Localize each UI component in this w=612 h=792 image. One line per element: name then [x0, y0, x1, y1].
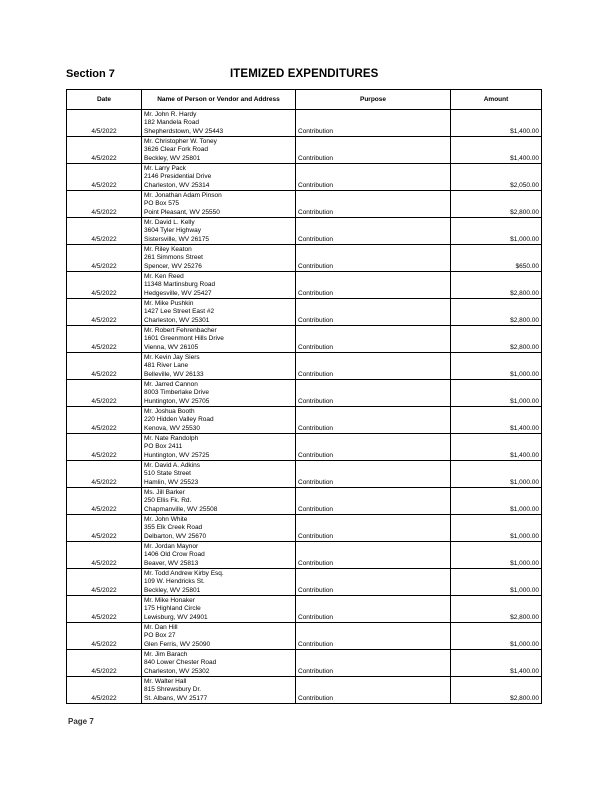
table-row	[67, 515, 542, 542]
table-row	[67, 650, 542, 677]
purpose-cell: Contribution	[296, 488, 451, 515]
purpose-cell: Contribution	[296, 650, 451, 677]
date-cell: 4/5/2022	[67, 488, 142, 515]
payee-address-line2: Charleston, WV 25314	[144, 181, 210, 189]
amount-cell: $1,000.00	[451, 488, 542, 515]
payee-address-line2: St. Albans, WV 25177	[144, 694, 208, 702]
payee-address-line1: 2146 Presidential Drive	[144, 173, 212, 180]
payee-address-line2: Belleville, WV 26133	[144, 370, 204, 378]
payee-address-line2: Charleston, WV 25302	[144, 667, 210, 675]
amount-cell: $1,000.00	[451, 515, 542, 542]
payee-address-line2: Beckley, WV 25801	[144, 586, 201, 594]
amount-cell: $1,000.00	[451, 542, 542, 569]
expenditures-table	[66, 89, 542, 704]
purpose-cell: Contribution	[296, 542, 451, 569]
payee-name: Mr. Mike Honaker	[144, 596, 195, 604]
payee-address-line1: 250 Ellis Fk. Rd.	[144, 497, 192, 504]
table-row	[67, 434, 542, 461]
purpose-cell: Contribution	[296, 677, 451, 704]
payee-address-line1: 1601 Greenmont Hills Drive	[144, 335, 224, 342]
name-address-cell	[142, 164, 296, 191]
payee-name: Mr. Todd Andrew Kirby Esq.	[144, 569, 224, 577]
purpose-cell: Contribution	[296, 353, 451, 380]
payee-name: Mr. Riley Keaton	[144, 245, 192, 253]
payee-address-line2: Delbarton, WV 25670	[144, 532, 207, 540]
purpose-cell: Contribution	[296, 299, 451, 326]
name-address-cell	[142, 326, 296, 353]
payee-address-line1: 481 River Lane	[144, 362, 189, 369]
payee-address-line2: Hamlin, WV 25523	[144, 478, 199, 486]
payee-name: Mr. Walter Hall	[144, 677, 187, 685]
payee-address-line1: 3626 Clear Fork Road	[144, 146, 208, 153]
payee-address-line2: Sistersville, WV 26175	[144, 235, 210, 243]
payee-address-line1: 261 Simmons Street	[144, 254, 203, 261]
amount-cell: $650.00	[451, 245, 542, 272]
table-row	[67, 272, 542, 299]
table-row	[67, 353, 542, 380]
purpose-cell: Contribution	[296, 380, 451, 407]
purpose-cell: Contribution	[296, 326, 451, 353]
payee-name: Mr. Jordan Maynor	[144, 542, 199, 550]
amount-cell: $2,800.00	[451, 677, 542, 704]
table-row	[67, 623, 542, 650]
section-label: Section 7	[66, 68, 115, 80]
page-number: Page 7	[68, 717, 94, 726]
purpose-cell: Contribution	[296, 218, 451, 245]
payee-name: Mr. Jonathan Adam Pinson	[144, 191, 222, 199]
payee-address-line2: Glen Ferris, WV 25090	[144, 640, 211, 648]
payee-address-line1: 815 Shrewsbury Dr.	[144, 686, 202, 693]
name-address-cell	[142, 488, 296, 515]
amount-cell: $2,050.00	[451, 164, 542, 191]
payee-address-line2: Beckley, WV 25801	[144, 154, 201, 162]
date-cell: 4/5/2022	[67, 461, 142, 488]
table-header-row	[67, 90, 542, 110]
name-address-cell	[142, 110, 296, 137]
purpose-cell: Contribution	[296, 110, 451, 137]
payee-name: Mr. Nate Randolph	[144, 434, 199, 442]
purpose-cell: Contribution	[296, 191, 451, 218]
name-address-cell	[142, 461, 296, 488]
date-cell: 4/5/2022	[67, 299, 142, 326]
table-row	[67, 596, 542, 623]
name-address-cell	[142, 596, 296, 623]
payee-address-line2: Vienna, WV 26105	[144, 343, 199, 351]
amount-cell: $1,000.00	[451, 569, 542, 596]
payee-name: Mr. Ken Reed	[144, 272, 184, 280]
column-header-amount: Amount	[451, 90, 542, 110]
amount-cell: $1,000.00	[451, 461, 542, 488]
payee-name: Mr. David L. Kelly	[144, 218, 195, 226]
date-cell: 4/5/2022	[67, 434, 142, 461]
table-row	[67, 164, 542, 191]
payee-address-line1: 3604 Tyler Highway	[144, 227, 201, 234]
table-row	[67, 488, 542, 515]
amount-cell: $2,800.00	[451, 272, 542, 299]
date-cell: 4/5/2022	[67, 272, 142, 299]
purpose-cell: Contribution	[296, 407, 451, 434]
name-address-cell	[142, 218, 296, 245]
payee-name: Mr. Kevin Jay Siers	[144, 353, 200, 361]
date-cell: 4/5/2022	[67, 218, 142, 245]
payee-address-line2: Point Pleasant, WV 25550	[144, 208, 220, 216]
column-header-purpose: Purpose	[296, 90, 451, 110]
payee-name: Mr. Mike Pushkin	[144, 299, 194, 307]
table-row	[67, 191, 542, 218]
payee-name: Mr. Dan Hill	[144, 623, 178, 631]
table-row	[67, 245, 542, 272]
table-row	[67, 677, 542, 704]
payee-address-line1: PO Box 575	[144, 200, 180, 207]
payee-address-line2: Kenova, WV 25530	[144, 424, 201, 432]
date-cell: 4/5/2022	[67, 191, 142, 218]
date-cell: 4/5/2022	[67, 164, 142, 191]
payee-address-line2: Beaver, WV 25813	[144, 559, 199, 567]
amount-cell: $1,400.00	[451, 650, 542, 677]
date-cell: 4/5/2022	[67, 677, 142, 704]
payee-name: Ms. Jill Barker	[144, 488, 185, 496]
purpose-cell: Contribution	[296, 623, 451, 650]
payee-address-line1: 355 Elk Creek Road	[144, 524, 203, 531]
payee-name: Mr. Larry Pack	[144, 164, 186, 172]
table-row	[67, 137, 542, 164]
amount-cell: $2,800.00	[451, 191, 542, 218]
payee-name: Mr. John White	[144, 515, 188, 523]
payee-address-line2: Huntington, WV 25725	[144, 451, 210, 459]
payee-address-line1: 510 State Street	[144, 470, 191, 477]
payee-address-line2: Charleston, WV 25301	[144, 316, 210, 324]
amount-cell: $1,000.00	[451, 623, 542, 650]
purpose-cell: Contribution	[296, 515, 451, 542]
payee-address-line2: Lewisburg, WV 24901	[144, 613, 208, 621]
date-cell: 4/5/2022	[67, 245, 142, 272]
table-row	[67, 461, 542, 488]
payee-address-line1: 840 Lower Chester Road	[144, 659, 217, 666]
date-cell: 4/5/2022	[67, 596, 142, 623]
amount-cell: $1,400.00	[451, 110, 542, 137]
amount-cell: $1,000.00	[451, 380, 542, 407]
date-cell: 4/5/2022	[67, 515, 142, 542]
date-cell: 4/5/2022	[67, 326, 142, 353]
name-address-cell	[142, 407, 296, 434]
purpose-cell: Contribution	[296, 137, 451, 164]
table-row	[67, 542, 542, 569]
payee-name: Mr. Jim Barach	[144, 650, 188, 658]
payee-address-line1: 1406 Old Crow Road	[144, 551, 205, 558]
payee-address-line1: 8003 Timberlake Drive	[144, 389, 210, 396]
payee-name: Mr. Jarred Cannon	[144, 380, 198, 388]
amount-cell: $1,000.00	[451, 353, 542, 380]
name-address-cell	[142, 569, 296, 596]
payee-address-line1: 220 Hidden Valley Road	[144, 416, 214, 423]
amount-cell: $1,000.00	[451, 218, 542, 245]
date-cell: 4/5/2022	[67, 380, 142, 407]
payee-address-line1: 1427 Lee Street East #2	[144, 308, 215, 315]
name-address-cell	[142, 245, 296, 272]
payee-name: Mr. Robert Fehrenbacher	[144, 326, 217, 334]
amount-cell: $1,400.00	[451, 137, 542, 164]
name-address-cell	[142, 623, 296, 650]
payee-address-line1: 109 W. Hendricks St.	[144, 578, 205, 585]
name-address-cell	[142, 542, 296, 569]
payee-address-line1: 182 Mandela Road	[144, 119, 199, 126]
purpose-cell: Contribution	[296, 434, 451, 461]
table-row	[67, 407, 542, 434]
purpose-cell: Contribution	[296, 245, 451, 272]
payee-address-line2: Shepherdstown, WV 25443	[144, 127, 224, 135]
name-address-cell	[142, 272, 296, 299]
payee-address-line2: Huntington, WV 25705	[144, 397, 210, 405]
payee-address-line1: 11348 Martinsburg Road	[144, 281, 216, 288]
table-row	[67, 299, 542, 326]
date-cell: 4/5/2022	[67, 650, 142, 677]
name-address-cell	[142, 380, 296, 407]
name-address-cell	[142, 515, 296, 542]
name-address-cell	[142, 299, 296, 326]
payee-name: Mr. Christopher W. Toney	[144, 137, 217, 145]
purpose-cell: Contribution	[296, 164, 451, 191]
payee-address-line2: Spencer, WV 25276	[144, 262, 202, 270]
column-header-date: Date	[67, 90, 142, 110]
purpose-cell: Contribution	[296, 596, 451, 623]
payee-address-line2: Hedgesville, WV 25427	[144, 289, 212, 297]
name-address-cell	[142, 191, 296, 218]
payee-name: Mr. Joshua Booth	[144, 407, 195, 415]
name-address-cell	[142, 353, 296, 380]
amount-cell: $1,400.00	[451, 434, 542, 461]
date-cell: 4/5/2022	[67, 407, 142, 434]
table-row	[67, 218, 542, 245]
purpose-cell: Contribution	[296, 461, 451, 488]
table-row	[67, 110, 542, 137]
date-cell: 4/5/2022	[67, 110, 142, 137]
date-cell: 4/5/2022	[67, 623, 142, 650]
date-cell: 4/5/2022	[67, 542, 142, 569]
purpose-cell: Contribution	[296, 272, 451, 299]
amount-cell: $2,800.00	[451, 299, 542, 326]
table-row	[67, 326, 542, 353]
payee-address-line1: PO Box 27	[144, 632, 176, 639]
column-header-name: Name of Person or Vendor and Address	[142, 90, 296, 110]
amount-cell: $2,800.00	[451, 326, 542, 353]
payee-address-line1: 175 Highland Circle	[144, 605, 201, 612]
table-row	[67, 380, 542, 407]
table-body	[67, 110, 542, 704]
payee-address-line2: Chapmanville, WV 25508	[144, 505, 218, 513]
purpose-cell: Contribution	[296, 569, 451, 596]
name-address-cell	[142, 434, 296, 461]
table-row	[67, 569, 542, 596]
date-cell: 4/5/2022	[67, 137, 142, 164]
page-title: ITEMIZED EXPENDITURES	[230, 68, 379, 80]
date-cell: 4/5/2022	[67, 353, 142, 380]
payee-name: Mr. John R. Hardy	[144, 110, 197, 118]
payee-name: Mr. David A. Adkins	[144, 461, 200, 469]
amount-cell: $1,400.00	[451, 407, 542, 434]
name-address-cell	[142, 650, 296, 677]
name-address-cell	[142, 677, 296, 704]
amount-cell: $2,800.00	[451, 596, 542, 623]
name-address-cell	[142, 137, 296, 164]
date-cell: 4/5/2022	[67, 569, 142, 596]
payee-address-line1: PO Box 2411	[144, 443, 183, 450]
